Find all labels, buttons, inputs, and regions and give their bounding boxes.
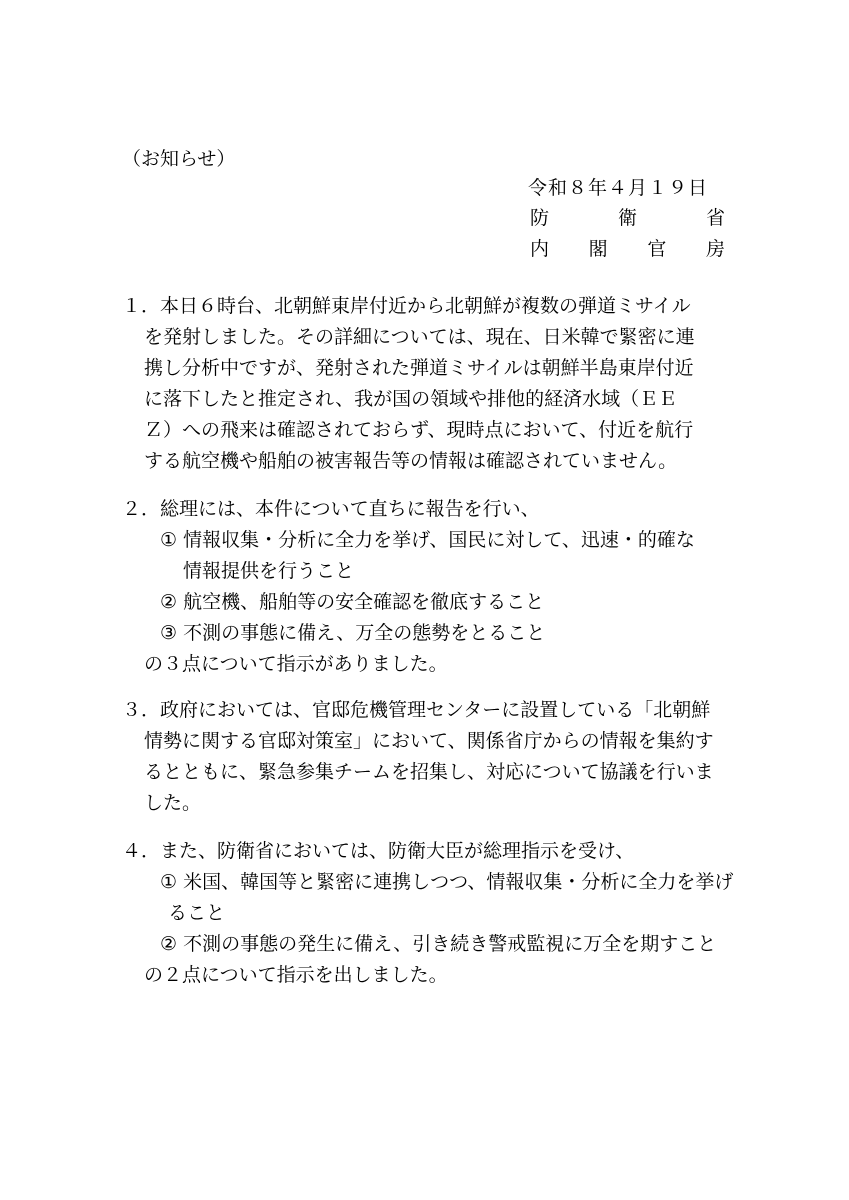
section2-item1: ① 情報収集・分析に全力を挙げ、国民に対して、迅速・的確な [160, 529, 695, 551]
issuer-char: 防 [530, 207, 550, 229]
section3-line: ３．政府においては、官邸危機管理センターに設置している「北朝鮮 [122, 699, 711, 721]
section1-line: を発射しました。その詳細については、現在、日米韓で緊密に連 [144, 326, 695, 348]
section3-line: 情勢に関する官邸対策室」において、関係省庁からの情報を集約す [144, 730, 714, 752]
section4-intro: ４．また、防衛省においては、防衛大臣が総理指示を受け、 [122, 840, 635, 862]
section1-line: する航空機や船舶の被害報告等の情報は確認されていません。 [144, 450, 678, 472]
issuer-cabinet-secretariat [530, 236, 725, 262]
section2-item3: ③ 不測の事態に備え、万全の態勢をとること [160, 622, 546, 644]
section2-item2: ② 航空機、船舶等の安全確認を徹底すること [160, 591, 545, 613]
section1-line: に落下したと推定され、我が国の領域や排他的経済水域（ＥＥ [144, 388, 678, 410]
section2-item1-cont: 情報提供を行うこと [183, 560, 355, 582]
section4-item1-cont: ること [168, 902, 226, 924]
issuer-char: 内 [530, 238, 550, 260]
section1-line: Ｚ）への飛来は確認されておらず、現時点において、付近を航行 [144, 419, 694, 441]
issuer-char: 官 [647, 238, 667, 260]
section1-line: １．本日６時台、北朝鮮東岸付近から北朝鮮が複数の弾道ミサイル [122, 295, 691, 317]
issuer-char: 房 [705, 238, 725, 260]
issuer-char: 衛 [617, 207, 637, 229]
issuer-char: 省 [705, 207, 725, 229]
section1-line: 携し分析中ですが、発射された弾道ミサイルは朝鮮半島東岸付近 [144, 357, 694, 379]
section4-item1: ① 米国、韓国等と緊密に連携しつつ、情報収集・分析に全力を挙げ [160, 871, 734, 893]
section4-closing: の２点について指示を出しました。 [144, 964, 448, 986]
section2-closing: の３点について指示がありました。 [144, 653, 448, 675]
section4-item2: ② 不測の事態の発生に備え、引き続き警戒監視に万全を期すこと [160, 933, 717, 955]
section2-intro: ２．総理には、本件について直ちに報告を行い、 [122, 498, 540, 520]
section3-line: るとともに、緊急参集チームを招集し、対応について協議を行いま [144, 761, 714, 783]
section3-line: した。 [144, 792, 202, 814]
issue-date: 令和８年４月１９日 [528, 177, 709, 199]
issuer-ministry-of-defense [530, 205, 725, 231]
notice-label: （お知らせ） [122, 148, 236, 170]
issuer-char: 閣 [588, 238, 608, 260]
